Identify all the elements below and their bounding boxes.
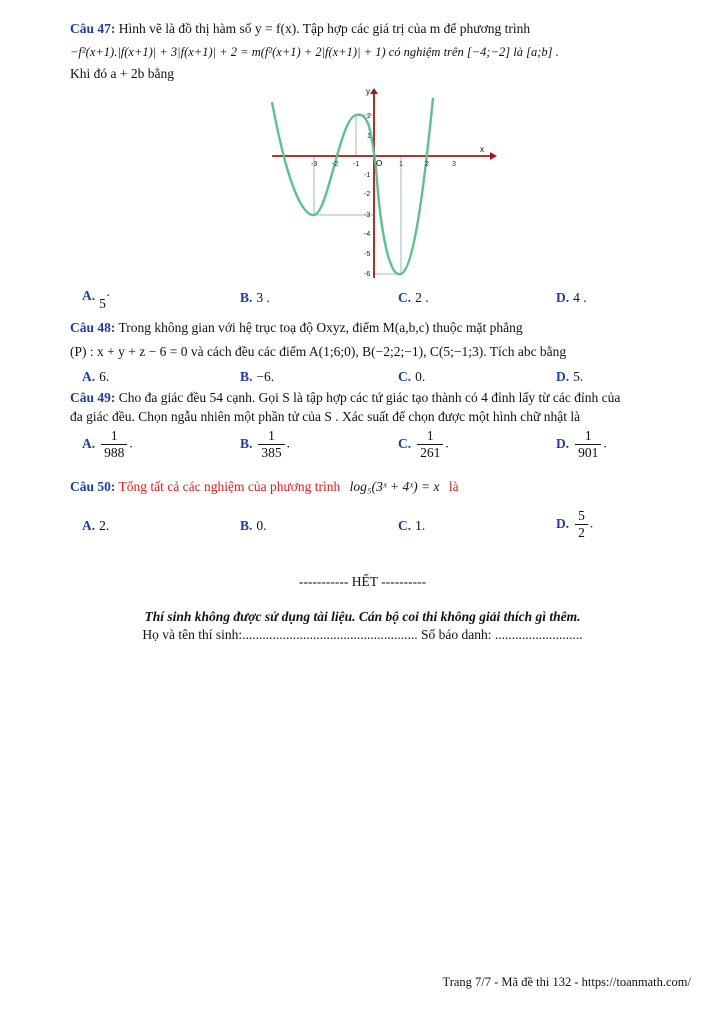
q49-line2: đa giác đều. Chọn ngẫu nhiên một phần tử của S . Xác suất để chọn được một hình chữ nhật là [70,409,581,424]
function-curve [272,98,433,274]
q49-label: Câu 49: [70,390,116,405]
page-footer: Trang 7/7 - Mã đề thi 132 - https://toanmath.com/ [442,975,691,989]
x-tick-neg2: -2 [332,161,339,168]
q47-label: Câu 47: [70,21,116,36]
x-tick-1: 1 [399,161,403,168]
q47-line3: Khi đó a + 2b bằng [70,66,174,81]
origin-label: O [376,159,383,168]
y-tick-neg1: -1 [364,172,371,179]
q49-option-d: D. $\frac{1}{901}$ . [556,428,607,460]
q47-line1 [70,18,692,39]
y-tick-neg4: -4 [364,231,371,238]
function-graph [268,88,498,278]
x-tick-2: 2 [425,161,429,168]
q48-line2: (P) : x + y + z − 6 = 0 và cách đều các điểm A(1;6;0), B(−2;2;−1), C(5;−1;3). Tích abc bằng [70,344,567,359]
y-tick-neg3: -3 [364,212,371,219]
q50-option-b: B. 0. [240,518,267,533]
q50-option-c: C. 1. [398,518,426,533]
q49-option-a: A. $\frac{1}{988}$ . [82,428,133,460]
x-axis-label: x [480,145,484,154]
y-tick-2: 2 [367,113,371,120]
q47-option-d: D. 4 . [556,290,587,305]
q49-option-c: C. $\frac{1}{261}$ . [398,428,449,460]
q48-option-a: A. 6. [82,369,110,384]
q50-text: Tổng tất cả các nghiệm của phương trình [118,479,341,494]
q49-option-b: B. $\frac{1}{385}$ . [240,428,291,460]
question-48 [70,316,692,364]
y-tick-1: 1 [367,133,371,140]
y-tick-neg6: -6 [364,271,371,278]
q50-option-a: A. 2. [82,518,110,533]
q48-label: Câu 48: [70,320,116,335]
q49-text1: Cho đa giác đều 54 cạnh. Gọi S là tập hợp các tứ giác tạo thành có 4 đỉnh lấy từ các đỉnh của [118,390,621,405]
q47-option-c: C. 2 . [398,290,429,305]
x-axis-arrow [490,152,497,160]
x-tick-neg3: -3 [311,161,318,168]
q50-equation: log₅(3ˣ + 4ˣ) = x [349,479,440,494]
y-tick-neg2: -2 [364,191,371,198]
q50-label: Câu 50: [70,479,116,494]
q48-text1: Trong không gian với hệ trục toạ độ Oxyz, điểm M(a,b,c) thuộc mặt phẳng [118,320,523,335]
y-axis-arrow [370,88,378,94]
q50-option-d: D. $\frac{5}{2}$ . [556,508,594,540]
q49-line1 [70,388,692,407]
question-50 [70,476,692,497]
question-47 [70,18,692,84]
x-tick-3: 3 [452,161,456,168]
q48-line1 [70,316,692,340]
q47-line2: −f²(x+1).|f(x+1)| + 3|f(x+1)| + 2 = m(f²(x+1) + 2|f(x+1)| + 1) có nghiệm trên [−4;−2] là [a;b] . [70,45,559,59]
candidate-info-line: Họ và tên thí sinh:.................................................... Số báo danh: .......................... [142,627,583,642]
y-axis-label: y [366,88,370,96]
q50-tail: là [448,479,459,494]
q48-option-d: D. 5. [556,369,584,384]
q47-text1: Hình vẽ là đồ thị hàm số y = f(x). Tập hợp các giá trị của m để phương trình [118,21,531,36]
q47-option-a: A.5· [82,288,111,311]
end-marker: ----------- HẾT ---------- [298,574,427,589]
exam-note: Thí sinh không được sử dụng tài liệu. Cán bộ coi thi không giải thích gì thêm. [144,609,581,624]
question-49 [70,388,692,426]
q48-option-b: B. −6. [240,369,275,384]
q47-option-b: B. 3 . [240,290,270,305]
y-tick-neg5: -5 [364,251,371,258]
x-tick-neg1: -1 [353,161,360,168]
q48-option-c: C. 0. [398,369,426,384]
